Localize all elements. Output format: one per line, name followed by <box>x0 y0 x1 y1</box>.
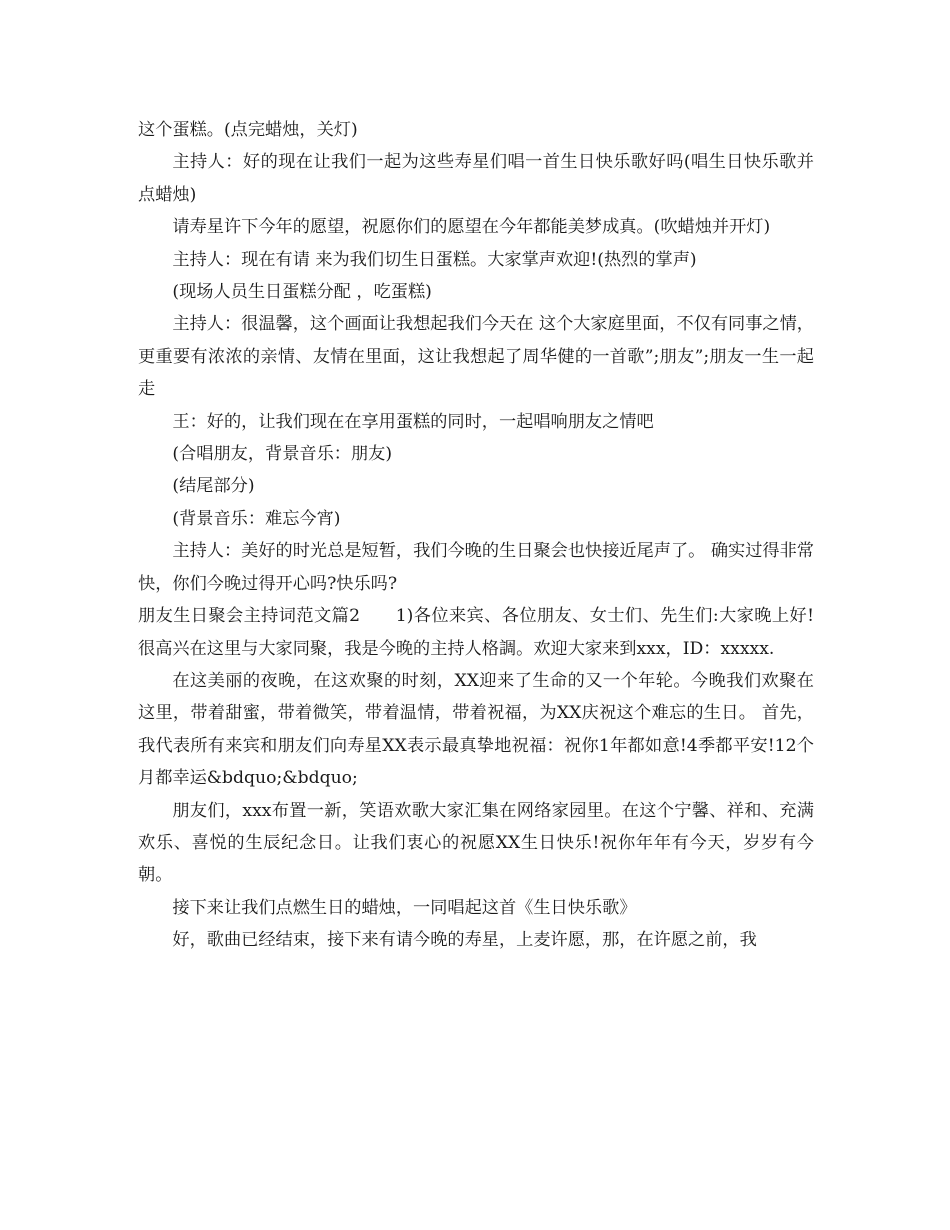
paragraph-14: 朋友们，xxx布置一新，笑语欢歌大家汇集在网络家园里。在这个宁馨、祥和、充满欢乐、喜悦的生辰纪念日。让我们衷心的祝愿XX生日快乐!祝你年年有今天，岁岁有今朝。 <box>138 800 814 886</box>
paragraph-2: 主持人：好的现在让我们一起为这些寿星们唱一首生日快乐歌好吗(唱生日快乐歌并点蜡烛) <box>138 152 814 205</box>
paragraph-4: 主持人：现在有请 来为我们切生日蛋糕。大家掌声欢迎!(热烈的掌声) <box>172 249 697 270</box>
paragraph-15: 接下来让我们点燃生日的蜡烛，一同唱起这首《生日快乐歌》 <box>172 897 637 918</box>
paragraph-1: 这个蛋糕。(点完蜡烛，关灯) <box>138 120 358 140</box>
section-heading-paragraph: 朋友生日聚会主持词范文篇2 1)各位来宾、各位朋友、女士们、先生们:大家晚上好!很高兴在这里与大家同聚，我是今晚的主持人格調。欢迎大家来到xxx，ID：xxxxx. <box>138 606 814 659</box>
paragraph-10: (背景音乐：难忘今宵) <box>172 508 341 529</box>
paragraph-3: 请寿星许下今年的愿望，祝愿你们的愿望在今年都能美梦成真。(吹蜡烛并开灯) <box>172 217 771 238</box>
paragraph-8: (合唱朋友，背景音乐：朋友) <box>172 444 393 465</box>
document-body <box>138 114 814 957</box>
paragraph-5: (现场人员生日蛋糕分配 ，吃蛋糕) <box>172 282 432 303</box>
paragraph-7: 王：好的，让我们现在在享用蛋糕的同时，一起唱响朋友之情吧 <box>172 411 654 432</box>
paragraph-9: (结尾部分) <box>172 476 255 497</box>
paragraph-13: 在这美丽的夜晚，在这欢聚的时刻，XX迎来了生命的又一个年轮。今晚我们欢聚在这里，带着甜蜜，带着微笑，带着温情，带着祝福，为XX庆祝这个难忘的生日。 首先，我代表所有来宾和朋友们向寿星XX表示最真挚地祝福：祝你1年都如意!4季都平安!12个月都幸运&bdquo;&bdquo; <box>138 670 814 789</box>
paragraph-11: 主持人：美好的时光总是短暂，我们今晚的生日聚会也快接近尾声了。 确实过得非常快，你们今晚过得开心吗?快乐吗? <box>138 541 814 594</box>
paragraph-16: 好，歌曲已经结束，接下来有请今晚的寿星，上麦许愿，那，在许愿之前，我 <box>172 930 757 951</box>
paragraph-6: 主持人：很温馨，这个画面让我想起我们今天在 这个大家庭里面，不仅有同事之情，更重要有浓浓的亲情、友情在里面，这让我想起了周华健的一首歌”;朋友”;朋友一生一起走 <box>138 314 814 400</box>
